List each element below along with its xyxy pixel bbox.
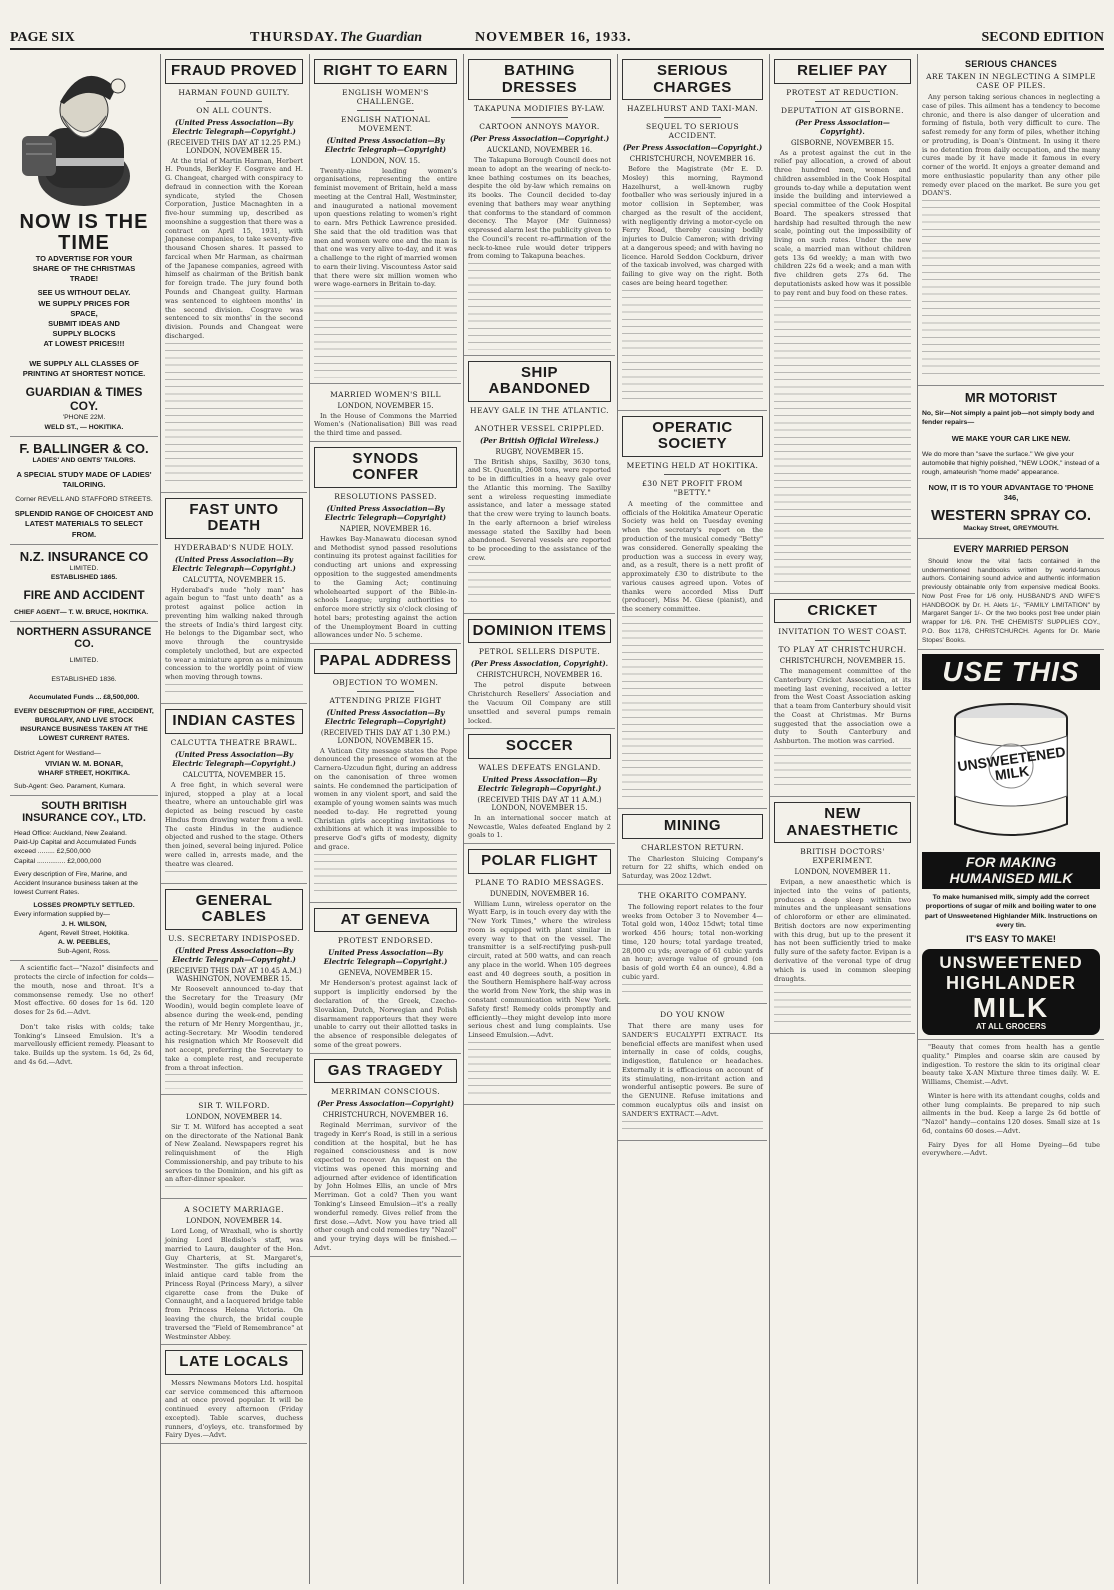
ad-body: Any person taking serious chances in neglecting a case of piles. This ailment has a tendency to become chronic, and there is also danger of ulceration and forming of fistula, both very difficult to cure. The safest remedy for any form of piles, whether itching or protruding, is Doan's Ointment. In using it there is no detention from daily occupation, and the many cures made by it have made it famous in every corner of the world. It enjoys a greater demand and more enthusiastic popularity than any other pile remedy ever placed on the market. Be sure you get DOAN'S. [922, 93, 1100, 198]
story-headline: RELIEF PAY [774, 59, 911, 84]
story-wire-credit: (United Press Association—By Electric Telegraph—Copyright) [324, 503, 447, 522]
ad-line: ESTABLISHED 1865. [50, 573, 118, 581]
ad-line: LOSSES PROMPTLY SETTLED. [33, 902, 135, 910]
text-column-filler [622, 616, 763, 803]
text-column-filler [314, 854, 457, 897]
story-subheading: HAZELHURST AND TAXI-MAN. [626, 104, 759, 113]
story-body: The Takapuna Borough Council does not mean to adopt an the wearing of neck-to-knee bathing costumes on its beaches, despite the old by-law which remains on its books. The Council decided to-day evening that bathers may wear anything that conforms to the standard of common decency. The Mayor (Mr Guinness) expressed alarm lest the publicity given to the Council's recent re-affirmation of the neck-to-knee rule would deter trippers from coming to Takapuna beaches. [468, 156, 611, 261]
story-subheading: BRITISH DOCTORS' EXPERIMENT. [800, 847, 885, 866]
ad-line: WE SUPPLY PRICES FOR [38, 298, 130, 308]
story-headline: DOMINION ITEMS [468, 619, 611, 644]
story-body: At the trial of Martin Harman, Herbert H. Pounds, Berkley F. Cosgrave and H. G. Changeat, charged with conspiracy to defraud in connection with the Korean syndicate, styled the Chosen Corporation, Justice Macnaghten in a five-hour summing up, described as moonshine a suggestion that there was a contract on April 15, 1931, with Japanese companies, to take seventy-five thousand Chosen shares. It passed to farcical when Mr Harman, as chairman of the Japanese companies, agreed with himself as chairman of the British bank for foreign trade. The jury found both Pounds and Changeat guilty. Harman was sentenced to eighteen months' in the second division. Cosgrave was sentenced to six months' in the second division. Pounds and Changeat were discharged. [165, 156, 303, 340]
ad-advertiser: N.Z. INSURANCE CO [19, 548, 149, 564]
story-wire-credit: United Press Association—By Electric Telegraph—Copyright.) [323, 948, 448, 967]
advt-text: Fairy Dyes for all Home Dyeing—6d tube everywhere.—Advt. [922, 1140, 1100, 1158]
story-subheading: PETROL SELLERS DISPUTE. [478, 647, 601, 657]
story-body: The British ships, Saxilby, 3630 tons, and St. Quentin, 2608 tons, were reported to be in difficulties in a heavy gale over the Atlantic this morning. The Saxilby sent a wireless requesting immediate assistance, and later a message stated that the crew were trying to launch boats. In the early afternoon a brief wireless message stated the Saxilby had been abandoned. Several vessels are reported to be proceeding to the assistance of the crew. [468, 457, 611, 562]
ad-line: No, Sir—Not simply a paint job—not simply body and fender repairs— [922, 410, 1095, 427]
story-headline: SERIOUS CHARGES [622, 59, 763, 100]
advt-text: "Beauty that comes from health has a gentle quality." Pimples and coarse skin are caused by indigestion. To restore the skin to its original clear beauty take X-AN Mixture three times daily. W. E. Williams, Chemist.—Advt. [922, 1043, 1100, 1087]
story-headline: INDIAN CASTES [165, 709, 303, 734]
story-wire-credit: (United Press Association—By Electric Telegraph—Copyright.) [172, 945, 296, 964]
ad-line: FIRE AND ACCIDENT [23, 588, 145, 603]
divider-rule [815, 101, 870, 102]
story-body: The management committee of the Canterbury Cricket Association, at its meeting last evening, received a letter from the West Coast Association asking that a team from Canterbury should visit the Coast at Christmas. Mr Burns suggested that the association owe a duty to South Canterbury and Ashburton. The motion was carried. [774, 667, 911, 746]
ad-agent: VIVIAN W. M. BONAR, [45, 758, 123, 768]
story-headline: AT GENEVA [314, 908, 457, 933]
ad-advertiser: GUARDIAN & TIMES COY. [25, 385, 143, 414]
ad-address: Agent, Revell Street, Hokitika. [38, 929, 130, 937]
story-subheading: PLANE TO RADIO MESSAGES. [474, 877, 604, 887]
ad-line: Every information supplied by— [14, 911, 110, 919]
ad-line: LADIES' AND GENTS' TAILORS. [32, 456, 136, 464]
ad-line: SPACE, [70, 308, 98, 318]
ad-line: We do more than "save the surface." We give your automobile that highly polished, "NEW LOOK," instead of a rough, amateurish "home made" appearance. [922, 450, 1100, 476]
news-story [464, 54, 615, 356]
story-subheading: OBJECTION TO WOMEN. [332, 677, 439, 687]
column-advertisements-left [10, 54, 158, 1584]
story-subheading: PROTEST ENDORSED. [337, 936, 434, 946]
story-subheading: ATTENDING PRIZE FIGHT [329, 695, 442, 705]
ad-christmas-advertising [10, 54, 158, 437]
story-dateline: CHRISTCHURCH, NOVEMBER 15. [779, 657, 906, 666]
ad-subheadline: ARE TAKEN IN NEGLECTING A SIMPLE CASE OF PILES. [926, 72, 1096, 90]
story-body: In the House of Commons the Married Women's (Nationalisation) Bill was read the third time and passed. [314, 411, 457, 438]
story-subheading: CALCUTTA THEATRE BRAWL. [170, 737, 298, 747]
news-column-5 [617, 54, 767, 1584]
news-story [618, 885, 767, 1004]
divider-rule [206, 101, 261, 102]
story-headline: SOCCER [468, 734, 611, 759]
divider-rule [664, 474, 720, 475]
news-column-3 [309, 54, 461, 1584]
story-subheading: £30 NET PROFIT FROM "BETTY." [642, 478, 743, 497]
ad-line: Head Office: Auckland, New Zealand. [14, 830, 127, 838]
news-story [618, 809, 767, 885]
story-wire-credit: (Per Press Association—Copyright) [317, 1099, 454, 1109]
ad-line: SHARE OF THE CHRISTMAS [32, 264, 136, 274]
ad-line: SUBMIT IDEAS AND [48, 318, 120, 328]
news-column-6 [769, 54, 915, 1584]
highlander-logo [922, 949, 1100, 1035]
story-body: The petrol dispute between Christchurch Resellers' Association and the Vacuum Oil Company are still unsettled and several pumps remain locked. [468, 681, 611, 725]
story-dateline: LONDON, NOVEMBER 15. [337, 401, 434, 410]
story-headline: CRICKET [774, 599, 911, 624]
news-story [310, 644, 461, 903]
story-wire-credit: (Per Press Association, Copyright). [470, 659, 609, 669]
story-headline: GENERAL CABLES [165, 889, 303, 930]
text-column-filler [165, 1186, 303, 1193]
news-story [161, 704, 307, 883]
news-story [161, 1199, 307, 1345]
news-story [770, 594, 915, 798]
story-headline: GAS TRAGEDY [314, 1059, 457, 1084]
news-story [161, 1345, 307, 1444]
masthead [10, 28, 1104, 50]
ad-address: Sub-Agent, Ross. [57, 948, 111, 956]
ad-headline: EVERY MARRIED PERSON [953, 543, 1069, 554]
ad-northern-assurance [10, 622, 158, 796]
story-dateline: NAPIER, NOVEMBER 16. [339, 524, 432, 533]
ad-headline: NOW IS THE TIME [19, 211, 149, 254]
ad-headline: MR MOTORIST [964, 390, 1058, 406]
text-column-filler [468, 263, 611, 349]
divider-rule [815, 640, 870, 641]
story-subheading: ON ALL COUNTS. [196, 105, 272, 115]
news-story [464, 614, 615, 729]
advt-small-notices [10, 961, 158, 1069]
text-column-filler [314, 291, 457, 377]
story-subheading: ENGLISH NATIONAL MOVEMENT. [340, 114, 431, 133]
masthead-paper-title: The Guardian [340, 30, 423, 45]
story-body: Before the Magistrate (Mr E. D. Mosley) this morning, Raymond Hazelhurst, a well-known rugby footballer who was seriously injured in a motor collision in September, was charged as the result of the accident, with negligently driving a motor-cycle on Ferry Road, thereby causing bodily injuries to Dulcie Cameron; with driving at a dangerous speed; and with having no licence. Harold Seddon Cockburn, driver of the taxicab involved, was charged with failing to give way on the right. Both cases are being heard together. [622, 165, 763, 287]
ad-line: A SPECIAL STUDY MADE OF LADIES' TAILORING. [16, 469, 152, 490]
story-headline: LATE LOCALS [165, 1350, 303, 1375]
story-dateline: (RECEIVED THIS DAY AT 10.45 A.M.) WASHINGTON, NOVEMBER 15. [166, 966, 302, 983]
news-story [310, 903, 461, 1054]
divider-rule [357, 110, 414, 111]
news-story [618, 54, 767, 411]
ad-highlander-milk [918, 650, 1104, 1040]
ad-body: To make humanised milk, simply add the correct proportions of sugar of milk and boiling water to one part of Unsweetened Highlander Milk. Instructions on every tin. [924, 894, 1098, 929]
story-dateline: AUCKLAND, NOVEMBER 16. [486, 146, 593, 154]
ad-western-spray [918, 386, 1104, 538]
ad-line: District Agent for Westland— [14, 750, 101, 758]
story-body: Mr Roosevelt announced to-day that the Secretary for the Treasury (Mr Woodin), would begin complete leave of absence during the week-end, pending the return of Mr Henry Morgenthau, jr., acting-Secretary. Mr Woodin tendered his resignation which Mr Roosevelt did not accept, preferring the Secretary to take a complete rest, and recuperate from a throat infection. [165, 984, 303, 1072]
story-subheading: INVITATION TO WEST COAST. [778, 627, 907, 637]
ad-banner: USE THIS [922, 654, 1100, 690]
ad-line: WE SUPPLY ALL CLASSES OF PRINTING AT SHORTEST NOTICE. [22, 359, 146, 379]
divider-rule [511, 419, 568, 420]
story-dateline: GISBORNE, NOVEMBER 15. [790, 138, 895, 147]
news-story [161, 54, 307, 493]
story-wire-credit: (United Press Association—By Electric Telegraph—Copyright.) [172, 554, 296, 573]
story-subheading: DO YOU KNOW [660, 1010, 725, 1020]
story-dateline: (RECEIVED THIS DAY AT 11 A.M.) LONDON, NOVEMBER 15. [477, 795, 602, 812]
advt-text: Don't take risks with colds; take Tonking's Linseed Emulsion. It's a marvellously efficient remedy. Pleasant to take. Builds up the system. 1s 6d, 2s 6d, and 4s 6d.—Advt. [14, 1022, 154, 1066]
story-subheading: CARTOON ANNOYS MAYOR. [479, 122, 600, 131]
milk-tin-illustration [922, 696, 1100, 846]
story-body: In an international soccer match at Newcastle, Wales defeated England by 2 goals to 1. [468, 813, 611, 840]
news-story [464, 844, 615, 1105]
news-story [618, 1004, 767, 1141]
news-story [310, 442, 461, 644]
news-story [770, 54, 915, 594]
story-subheading: THE OKARITO COMPANY. [638, 890, 747, 900]
ad-advertiser: WESTERN SPRAY CO. [930, 507, 1092, 525]
ad-line: Every description of Fire, Marine, and Accident Insurance business taken at the lowest Current Rates. [14, 870, 138, 897]
advt-text: A scientific fact—"Nazol" disinfects and protects the circle of infection for colds—the mouth, nose and throat. It's a commonsense remedy. Use no other! Most effective. 60 doses for 1s 6d. 120 doses for 2s 6d.—Advt. [14, 964, 154, 1017]
story-subheading: HEAVY GALE IN THE ATLANTIC. [470, 405, 609, 415]
news-story [618, 411, 767, 809]
story-headline: FRAUD PROVED [165, 59, 303, 84]
story-dateline: DUNEDIN, NOVEMBER 16. [489, 889, 590, 898]
story-body: Reginald Merriman, survivor of the tragedy in Kerr's Road, is still in a serious condition at the hospital, but he has regained consciousness and is now expected to recover. An inquest on the victims was opened this morning and adjourned after evidence of identification by John Holmes Ellis, an uncle of Mrs Merriman. Got a cold? Then you want Tonking's Linseed Emulsion—it's a really wonderful remedy. Gives relief from the first dose.—Advt. Now you have tried all other cough and cold remedies try "Nazol" and your trying days will be finished.—Advt. [314, 1121, 457, 1252]
masthead-date: NOVEMBER 16, 1933. [475, 30, 632, 45]
story-dateline: CHRISTCHURCH, NOVEMBER 16. [322, 1111, 449, 1120]
story-wire-credit: (Per Press Association—Copyright.) [469, 134, 610, 143]
story-headline: OPERATIC SOCIETY [622, 416, 763, 457]
story-subheading: PROTEST AT REDUCTION. [786, 87, 899, 97]
story-wire-credit: (United Press Association—By Electric Telegraph—Copyright.) [172, 117, 296, 136]
story-headline: RIGHT TO EARN [314, 59, 457, 84]
ad-line: ESTABLISHED 1836. [51, 676, 117, 684]
advt-small-notices [918, 1040, 1104, 1161]
story-dateline: CHRISTCHURCH, NOVEMBER 16. [629, 155, 756, 163]
story-dateline: LONDON, NOVEMBER 14. [186, 1217, 282, 1226]
story-body: The following report relates to the four weeks from October 3 to November 4—Total gold won, 140oz 15dwt; total time worked 456 hours; total non-working time, 120 hours; total yardage treated, 28,000 cu yds; average of 61 cubic yards an hour; average value of ground (on basis of gold worth £4 an ounce), 4.8d a cubic yard. [622, 902, 763, 981]
story-subheading: SIR T. WILFORD. [198, 1100, 270, 1110]
story-headline: SYNODS CONFER [314, 447, 457, 488]
text-column-filler [165, 871, 303, 878]
masthead-edition: SECOND EDITION [981, 30, 1104, 45]
story-subheading: RESOLUTIONS PASSED. [334, 491, 437, 501]
story-dateline: GENEVA, NOVEMBER 15. [338, 969, 433, 978]
story-body: That there are many uses for SANDER'S EUCALYPTI EXTRACT. Its beneficial effects are manifest when used internally in case of colds, coughs, indigestion, flatulence or headaches. Externally it is efficacious on account of its stimulating, non-irritant action and wonderful antiseptic powers. Be sure of the GENUINE. Refuse imitations and common eucalyptus oils and insist on SANDER'S EXTRACT.—Advt. [622, 1022, 763, 1118]
ad-line: SUPPLY BLOCKS [52, 328, 116, 338]
text-column-filler [922, 200, 1100, 380]
news-story [464, 729, 615, 844]
story-wire-credit: (United Press Association—By Electric Telegraph—Copyright) [324, 707, 447, 726]
story-headline: PAPAL ADDRESS [314, 649, 457, 674]
ad-line: 'PHONE 22M. [62, 414, 106, 422]
story-subheading: CHARLESTON RETURN. [641, 842, 744, 852]
story-body: Lord Long, of Wraxhall, who is shortly joining Lord Bledisloe's staff, was married to Laura, daughter of the Hon. Guy Charteris, at St. Margaret's, Westminster. The gifts including an inlaid antique card table from the Princess Royal (Princess Mary), a silver cigarette case from the Duke of Connaught, and a lacquered bridge table from Princess Helena Victoria. On leaving the church, the bridal couple traversed the "Field of Remembrance" at Westminster Abbey. [165, 1227, 303, 1341]
text-column-filler [165, 684, 303, 698]
story-wire-credit: (Per Press Association—Copyright). [795, 117, 890, 136]
ad-line: EVERY DESCRIPTION OF FIRE, ACCIDENT, BURGLARY, AND LIVE STOCK INSURANCE BUSINESS TAKEN AT THE LOWEST CURRENT RATES. [14, 707, 154, 743]
story-subheading: TAKAPUNA MODIFIES BY-LAW. [473, 104, 606, 113]
ad-line: Accumulated Funds ... £8,500,000. [28, 693, 140, 701]
story-subheading: MERRIMAN CONSCIOUS. [330, 1087, 441, 1097]
story-wire-credit: (United Press Association—By Electric Telegraph—Copyright) [324, 135, 447, 154]
santa-claus-illustration [14, 58, 154, 208]
story-subheading: HARMAN FOUND GUILTY. [178, 87, 290, 97]
story-body: Sir T. M. Wilford has accepted a seat on the directorate of the National Bank of New Zealand. Newspapers regret his relinquishment of the High Commissionership, and pay tribute to his services to the Dominion, and his gift as an after-dinner speaker. [165, 1122, 303, 1184]
divider-rule [357, 691, 414, 692]
text-column-filler [774, 985, 911, 1028]
story-headline: SHIP ABANDONED [468, 361, 611, 402]
ad-line: WE MAKE YOUR CAR LIKE NEW. [951, 433, 1071, 443]
news-column-4 [463, 54, 615, 1584]
ad-line: Sub-Agent: Geo. Parament, Kumara. [14, 782, 126, 790]
story-subheading: ANOTHER VESSEL CRIPPLED. [474, 423, 605, 433]
story-subheading: WALES DEFEATS ENGLAND. [478, 762, 601, 772]
text-column-filler [165, 1074, 303, 1088]
ad-advertiser: SOUTH BRITISH INSURANCE COY., LTD. [22, 800, 146, 825]
ad-agent: CHIEF AGENT— T. W. BRUCE, HOKITIKA. [14, 609, 149, 617]
ad-line: IT'S EASY TO MAKE! [966, 933, 1056, 944]
text-column-filler [622, 290, 763, 405]
story-dateline: LONDON, NOVEMBER 14. [186, 1112, 282, 1121]
masthead-day: THURSDAY. [250, 30, 339, 45]
divider-rule [664, 117, 720, 118]
logo-line: AT ALL GROCERS [975, 1022, 1047, 1031]
ad-line: LIMITED. [69, 564, 99, 572]
story-dateline: CALCUTTA, NOVEMBER 15. [182, 770, 286, 779]
story-body: Hawkes Bay-Manawatu diocesan synod and Methodist synod passed resolutions continuing its protest against facilities for conducting art unions and expressing opposition to the suggested amendments to the Gaming Act; continuing wholehearted support of the Bible-in-schools League; urging authorities to enforce more strictly six o'clock closing of hotel bars; protesting against the action of the Unemployment Board in cutting allowances under No. 5 scheme. [314, 534, 457, 640]
ad-line: Paid-Up Capital and Accumulated Funds exceed ......... £2,500,000 [14, 839, 137, 856]
story-wire-credit: (Per Press Association—Copyright.) [622, 143, 763, 152]
ad-line: Capital ............... £2,000,000 [14, 857, 102, 865]
story-headline: POLAR FLIGHT [468, 849, 611, 874]
story-subheading: A SOCIETY MARRIAGE. [184, 1205, 284, 1215]
ad-south-british-insurance [10, 796, 158, 961]
text-column-filler [774, 748, 911, 791]
story-body: A free fight, in which several were injured, stopped a play at a local theatre, where an untouchable girl was depicted as being rescued by caste Hindus from drawing water from a well. The caste Hindus in the audience objected and rushed to the stage. Others then joined, several being injured. Police were called in, arrests made, and the theatre was cleared. [165, 780, 303, 868]
story-subheading: TO PLAY AT CHRISTCHURCH. [778, 645, 907, 655]
story-headline: FAST UNTO DEATH [165, 498, 303, 539]
ad-address: Mackay Street, GREYMOUTH. [963, 525, 1059, 533]
story-subheading: ENGLISH WOMEN'S CHALLENGE. [342, 87, 429, 106]
tin-label: UNSWEETENED MILK [956, 743, 1067, 784]
text-column-filler [622, 1121, 763, 1135]
ad-headline: SERIOUS CHANCES [964, 59, 1057, 69]
ad-agent: J. H. WILSON, [61, 920, 107, 928]
story-subheading: MARRIED WOMEN'S BILL [330, 389, 441, 399]
news-story [161, 1095, 307, 1200]
story-wire-credit: United Press Association—By Electric Telegraph—Copyright.) [477, 774, 602, 793]
story-subheading: SEQUEL TO SERIOUS ACCIDENT. [645, 122, 740, 140]
story-subheading: DEPUTATION AT GISBORNE. [781, 105, 904, 115]
story-body: Hyderabad's nude "holy man" has again begun to "fast unto death" as a protest against police action in preventing him walking naked through the streets of India's third largest city. He belongs to the Digambar sect, who move through the countryside completely unclothed, but are expected to wear a miniature apron as a minimum concession to the worldly point of view when moving through towns. [165, 585, 303, 682]
story-dateline: RUGBY, NOVEMBER 15. [495, 447, 584, 456]
divider-rule [511, 117, 568, 118]
logo-line: HIGHLANDER [946, 973, 1076, 993]
story-body: Evipan, a new anaesthetic which is injected into the veins of patients, produces a deep sleep within two minutes and the unpleasant sensations of chloroform or ether are eliminated. British doctors are now experimenting with this drug, but up to the present it has not been sufficiently tried to make fully sure of the safety factor. Evipan is a derivative of the veronal type of drug which is used in common sleeping draughts. [774, 878, 911, 983]
ad-address: Corner REVELL AND STAFFORD STREETS. [15, 496, 153, 504]
ad-agent: A. W. PEEBLES, [57, 938, 111, 946]
story-body: A meeting of the committee and officials of the Hokitika Amateur Operatic Society was held on Tuesday evening when the secretary's report on the production of the musical comedy "Betty" was considered. Generally speaking the production was a success in every way, and, as a result, there is a nett profit of approximately £30 to distribute to the various causes agreed upon. Votes of thanks were accorded Miss Duff (producer), Miss M. Giese (pianist), and the scenery committee. [622, 499, 763, 614]
ad-ballinger-tailors [10, 437, 158, 545]
story-dateline: LONDON, NOV. 15. [350, 156, 421, 165]
story-subheading: MEETING HELD AT HOKITIKA. [626, 460, 759, 470]
ad-doans-ointment [918, 54, 1104, 386]
story-wire-credit: (Per British Official Wireless.) [480, 435, 599, 445]
story-body: Twenty-nine leading women's organisations, representing the entire feminist movement of Britain, held a mass meeting at the Central Hall, Westminster, and inaugurated a national movement upon questions relating to women's right to earn. Mrs Pethick Lawrence presided. She said that the old tradition was that men and women were one and the man is that one was very alive to-day, and it was a challenge to the right of married women to earn their living. Viscountess Astor said that there were six million women who were wage-earners in Britain to-day. [314, 166, 457, 289]
ad-line: NOW, IT IS TO YOUR ADVANTAGE TO 'PHONE 346, [928, 483, 1094, 503]
logo-line: MILK [972, 992, 1050, 1023]
news-story [161, 493, 307, 705]
ad-line: SPLENDID RANGE OF CHOICEST AND LATEST MATERIALS TO SELECT FROM. [14, 509, 154, 539]
news-story [310, 54, 461, 384]
news-story [310, 384, 461, 442]
story-dateline: CHRISTCHURCH, NOVEMBER 16. [476, 671, 603, 680]
ad-address: WHARF STREET, HOKITIKA. [38, 769, 130, 777]
story-subheading: HYDERABAD'S NUDE HOLY. [174, 542, 294, 552]
ad-married-person [918, 539, 1104, 651]
story-dateline: (RECEIVED THIS DAY AT 1.30 P.M.) LONDON, NOVEMBER 15. [320, 728, 451, 745]
ad-address: WELD ST., — HOKITIKA. [44, 423, 124, 431]
story-headline: MINING [622, 814, 763, 839]
story-body: The Charleston Sluicing Company's return for 22 shifts, which ended on Saturday, was 20oz 12dwt. [622, 854, 763, 881]
story-wire-credit: (United Press Association—By Electric Telegraph—Copyright.) [172, 749, 296, 768]
ad-advertiser: NORTHERN ASSURANCE CO. [16, 626, 152, 651]
story-headline: NEW ANAESTHETIC [774, 802, 911, 843]
story-body: Mr Henderson's protest against lack of support is implicitly endorsed by the declaration of the Greek, Czecho-Slovakian, Dutch, Norwegian and Polish disarmament rapporteurs that they were unable to carry out their allotted tasks in the absence of responsible delegates of some of the great powers. [314, 979, 457, 1049]
ad-body: Should know the vital facts contained in the undermentioned handbooks written by world-famous authors. Containing sound advice and authentic information previously obtainable only from expensive medical Books. Now Post Free for 1/6 only. HUSBAND'S AND WIFE'S HANDBOOK by Dr. H. Alets 1/-, "FAMILY LIMITATION" by Margaret Sanger 1/-. Or the two books post free under plain wrapper for 1/6. P.N. THE CHEMISTS' SUPPLIES COY., P.O. Box 1178, CHRISTCHURCH. Agents for Dr. Marie Stopes' Books. [922, 557, 1100, 644]
story-body: As a protest against the cut in the relief pay allocation, a crowd of about three hundred men, women and children assembled in the Cook Hospital grounds to-day while a deputation went inside the building and interviewed a special committee of the Cook Hospital Board. The speakers stressed that hardship had resulted through the new scale, pointing out the impossibility of living on such rates. Under the new scale, a married man without children gets 13s 6d weekly; a man with two children 22s 6d a week; and a man with five children gets 27s 6d. The deputationists asked how was it possible to pay rent and buy food on these rates. [774, 148, 911, 297]
text-column-filler [165, 343, 303, 487]
text-column-filler [622, 984, 763, 998]
story-dateline: (RECEIVED THIS DAY AT 12.25 P.M.) LONDON, NOVEMBER 15. [167, 138, 301, 155]
news-story [464, 356, 615, 614]
ad-banner: FOR MAKING HUMANISED MILK [922, 852, 1100, 889]
text-column-filler [468, 565, 611, 608]
ad-line: TRADE! [69, 274, 99, 284]
story-dateline: LONDON, NOVEMBER 11. [794, 868, 891, 877]
ad-advertiser: F. BALLINGER & CO. [19, 440, 149, 456]
ad-line: AT LOWEST PRICES!!! [43, 339, 125, 348]
text-column-filler [468, 1042, 611, 1100]
news-story [161, 884, 307, 1095]
news-story [770, 797, 915, 1034]
text-column-filler [774, 300, 911, 588]
column-advertisements-right [917, 54, 1104, 1584]
news-column-2 [160, 54, 307, 1584]
story-body: A Vatican City message states the Pope denounced the presence of women at the Carnera-Uzcudun fight, during an address on the canonisation of three women saints. He condemned the participation of women in any violent sport, and said the example of young women saints was much needed to-day. He regretted young Christian girls accepting invitations to exhibitions at which it was impossible to preserve God's gifts of modesty, dignity and grace. [314, 746, 457, 852]
advt-text: Winter is here with its attendant coughs, colds and other lung complaints. Be prepared to nip such ailments in the bud. Keep a large 2s 6d bottle of "Nazol" handy—contains 120 doses. Small size at 1s 6d, contains 60 doses.—Advt. [922, 1091, 1100, 1135]
ad-line: SEE US WITHOUT DELAY. [37, 288, 131, 298]
story-headline: BATHING DRESSES [468, 59, 611, 100]
story-dateline: CALCUTTA, NOVEMBER 15. [182, 575, 286, 584]
logo-line: UNSWEETENED [939, 953, 1083, 972]
story-body: William Lunn, wireless operator on the Wyatt Earp, is in touch every day with the "New York Times," where the wireless room is equipped with plant similar in every way to that on the vessel. The transmitter is a self-rectifying push-pull circuit, rated at 500 watts, and can reach any place in the world. When 105 degrees east and 40 degrees south, a position in the Southern Hemisphere half-way across the world from New York, the ship was in constant communication with New York. Safety first! Remedy colds promptly and efficiently—they might develop into more serious chest and lung complaints. Use Linseed Emulsion.—Advt. [468, 899, 611, 1040]
story-subheading: U.S. SECRETARY INDISPOSED. [168, 933, 300, 943]
ad-line: TO ADVERTISE FOR YOUR [35, 254, 133, 263]
story-body: Messrs Newmans Motors Ltd. hospital car service commenced this afternoon and at once proved popular. It will be continued every afternoon (Friday excepted). Table scarves, duchess runners, d'oyleys, etc. transformed by Fairy Dyes.—Advt. [165, 1378, 303, 1440]
ad-line: LIMITED. [69, 657, 99, 665]
page-number: PAGE SIX [10, 30, 75, 45]
news-story [310, 1054, 461, 1257]
ad-nz-insurance [10, 545, 158, 623]
